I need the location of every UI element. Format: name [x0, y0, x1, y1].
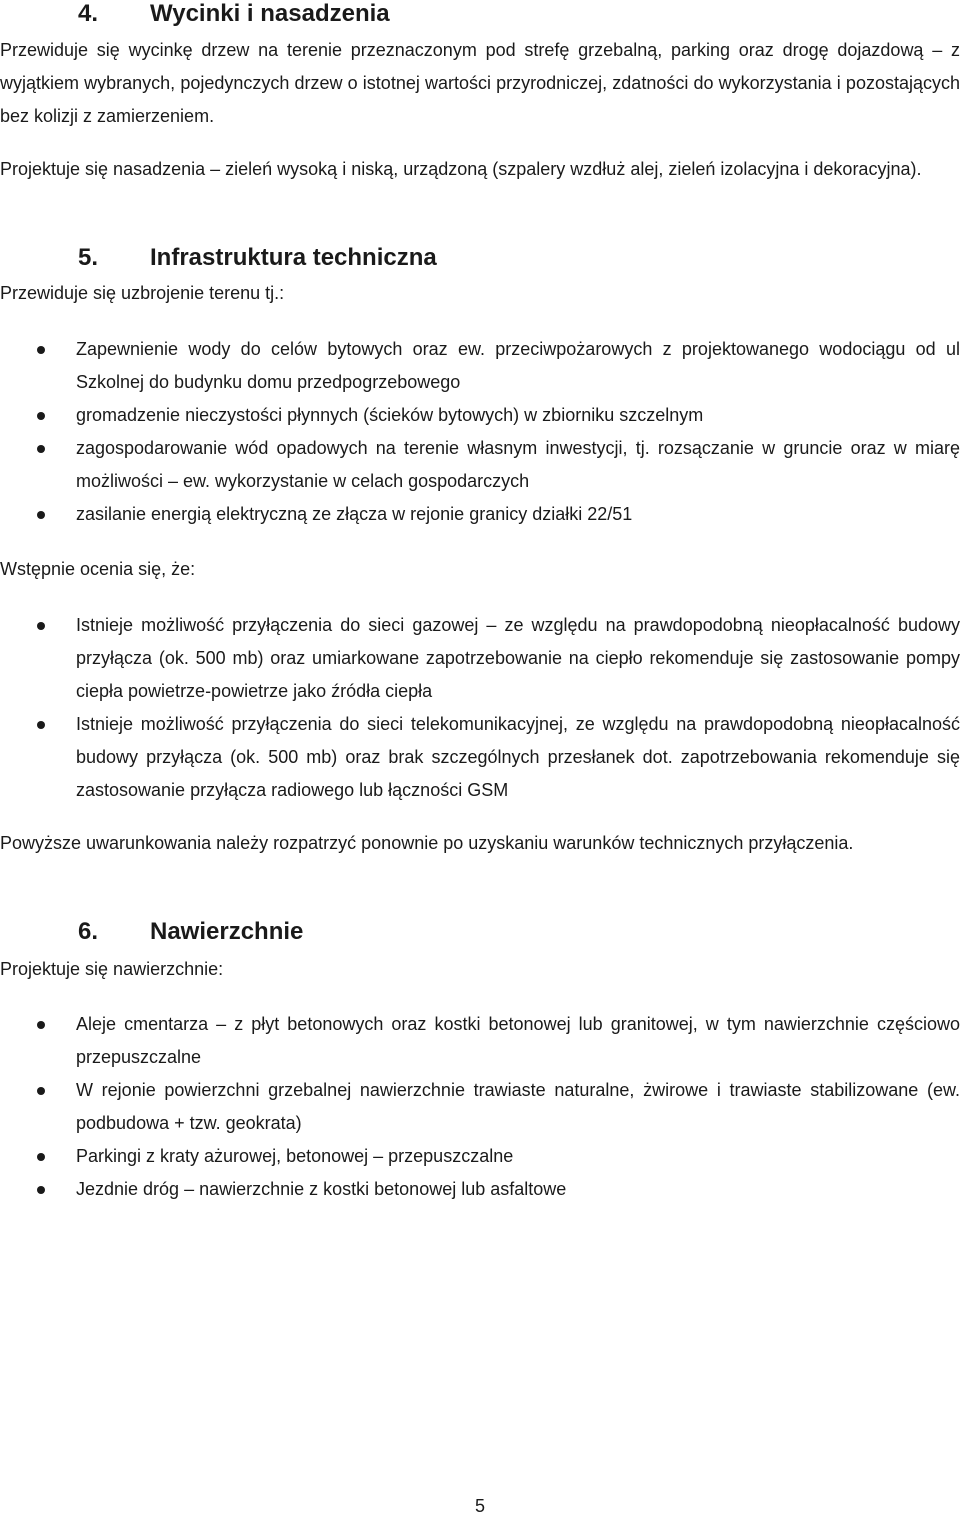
bullet-icon [37, 346, 45, 354]
section-6-heading [78, 917, 878, 947]
section-4-number: 4. [78, 0, 99, 27]
section-6-number: 6. [78, 918, 99, 945]
bullet-icon [37, 412, 45, 420]
section-4-title: Wycinki i nasadzenia [150, 0, 390, 27]
bullet-icon [37, 1153, 45, 1161]
assessment-intro: Wstępnie ocenia się, że: [0, 559, 196, 579]
list-item: zagospodarowanie wód opadowych na terenie własnym inwestycji, tj. rozsączanie w gruncie oraz w miarę możliwości – ew. wykorzystanie w celach gospodarczych [0, 432, 960, 498]
infrastructure-list [0, 333, 960, 531]
page-number: 5 [474, 1496, 485, 1516]
section-4-paragraph-2: Projektuje się nasadzenia – zieleń wysoką i niską, urządzoną (szpalery wzdłuż alej, zieleń izolacyjna i dekoracyjna). [0, 159, 922, 179]
bullet-icon [37, 1186, 45, 1194]
section-4-paragraph-1: Przewiduje się wycinkę drzew na terenie przeznaczonym pod strefę grzebalną, parking oraz drogę dojazdową – z wyjątkiem wybranych, pojedynczych drzew o istotnej wartości przyrodniczej, zdatności do wykorzystania i pozostających bez kolizji z zamierzeniem. [0, 40, 960, 126]
list-item: W rejonie powierzchni grzebalnej nawierzchnie trawiaste naturalne, żwirowe i trawiaste stabilizowane (ew. podbudowa + tzw. geokrata) [0, 1074, 960, 1140]
list-item: zasilanie energią elektryczną ze złącza w rejonie granicy działki 22/51 [0, 498, 960, 531]
bullet-icon [37, 1021, 45, 1029]
closing-paragraph: Powyższe uwarunkowania należy rozpatrzyć ponownie po uzyskaniu warunków technicznych przyłączenia. [0, 833, 854, 853]
section-5-heading [78, 243, 878, 273]
list-item: Parkingi z kraty ażurowej, betonowej – przepuszczalne [0, 1140, 960, 1173]
section-4-heading [78, 0, 878, 28]
bullet-icon [37, 511, 45, 519]
bullet-icon [37, 445, 45, 453]
list-item: Jezdnie dróg – nawierzchnie z kostki betonowej lub asfaltowe [0, 1173, 960, 1206]
list-item: Aleje cmentarza – z płyt betonowych oraz kostki betonowej lub granitowej, w tym nawierzchnie częściowo przepuszczalne [0, 1008, 960, 1074]
list-item: Istnieje możliwość przyłączenia do sieci telekomunikacyjnej, ze względu na prawdopodobną nieopłacalność budowy przyłącza (ok. 500 mb) oraz brak szczególnych przesłanek dot. zapotrzebowania rekomenduje się zastosowanie przyłącza radiowego lub łączności GSM [0, 708, 960, 807]
section-5-intro: Przewiduje się uzbrojenie terenu tj.: [0, 283, 285, 303]
list-item: Zapewnienie wody do celów bytowych oraz ew. przeciwpożarowych z projektowanego wodociągu od ul Szkolnej do budynku domu przedpogrzebowego [0, 333, 960, 399]
bullet-icon [37, 1087, 45, 1095]
list-item: gromadzenie nieczystości płynnych (ścieków bytowych) w zbiorniku szczelnym [0, 399, 960, 432]
surfaces-list [0, 1008, 960, 1206]
section-5-title: Infrastruktura techniczna [150, 244, 437, 271]
assessment-list [0, 609, 960, 807]
section-6-intro: Projektuje się nawierzchnie: [0, 959, 224, 979]
bullet-icon [37, 622, 45, 630]
bullet-icon [37, 721, 45, 729]
section-6-title: Nawierzchnie [150, 918, 304, 945]
section-5-number: 5. [78, 244, 99, 271]
list-item: Istnieje możliwość przyłączenia do sieci gazowej – ze względu na prawdopodobną nieopłacalność budowy przyłącza (ok. 500 mb) oraz umiarkowane zapotrzebowanie na ciepło rekomenduje się zastosowanie pompy ciepła powietrze-powietrze jako źródła ciepła [0, 609, 960, 708]
